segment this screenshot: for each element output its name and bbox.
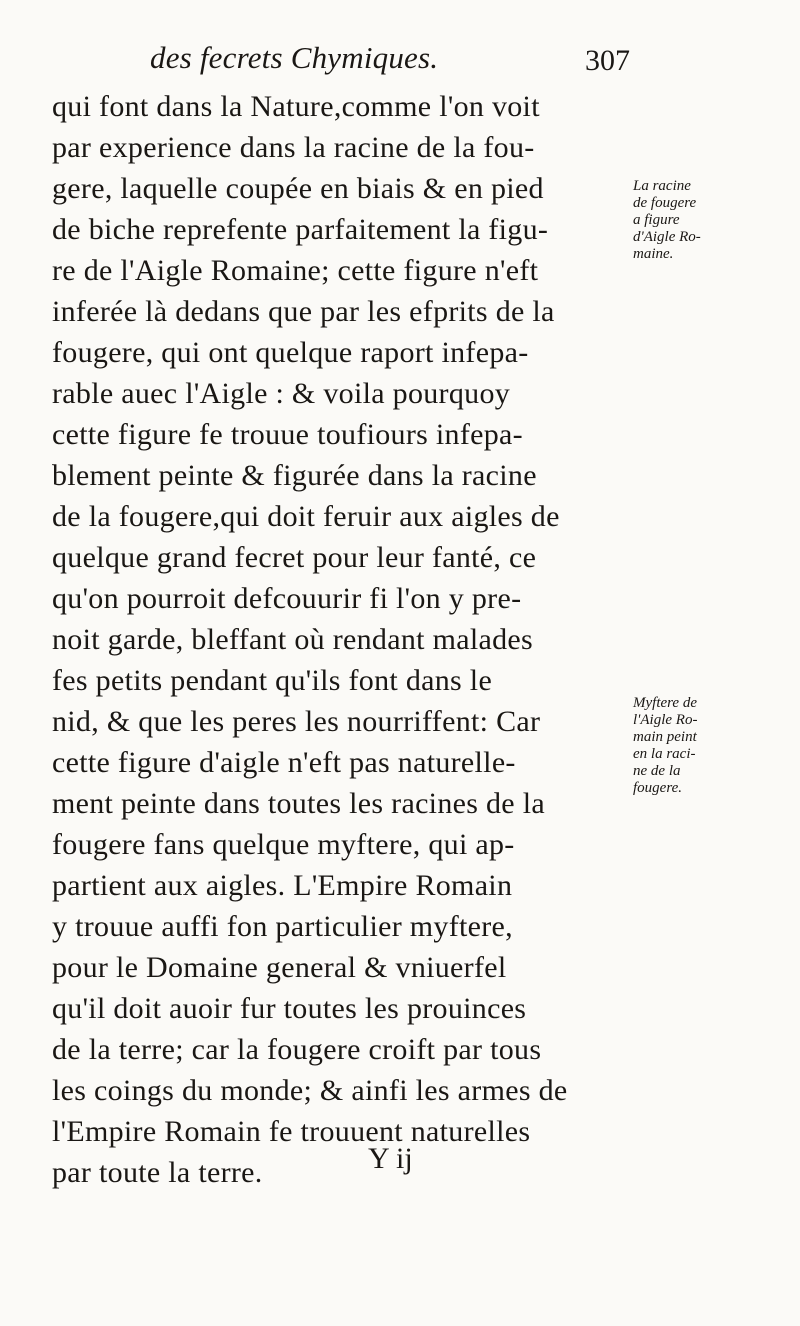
margin-note-line: ne de la	[633, 763, 681, 779]
page-header	[150, 40, 630, 80]
text-line: par toute la terre.	[52, 1156, 263, 1189]
margin-note	[633, 178, 793, 263]
margin-note-line: Myftere de	[633, 695, 697, 711]
text-line: partient aux aigles. L'Empire Romain	[52, 869, 513, 902]
text-line: cette figure d'aigle n'eft pas naturelle-	[52, 746, 516, 779]
text-line: ment peinte dans toutes les racines de la	[52, 787, 545, 820]
text-line: y trouue auffi fon particulier myftere,	[52, 910, 513, 943]
text-line: l'Empire Romain fe trouuent naturelles	[52, 1115, 531, 1148]
text-line: qu'il doit auoir fur toutes les prouinces	[52, 992, 527, 1025]
text-line: les coings du monde; & ainfi les armes de	[52, 1074, 568, 1107]
text-line: rable auec l'Aigle : & voila pourquoy	[52, 377, 511, 410]
running-head: des fecrets Chymiques.	[150, 40, 439, 75]
text-line: de la fougere,qui doit feruir aux aigles de	[52, 500, 560, 533]
text-line: fougere, qui ont quelque raport infepa-	[52, 336, 529, 369]
text-line: par experience dans la racine de la fou-	[52, 131, 535, 164]
page-number: 307	[585, 44, 630, 77]
signature-mark: Y ij	[368, 1142, 413, 1175]
text-line: nid, & que les peres les nourriffent: Car	[52, 705, 541, 738]
text-line: inferée là dedans que par les efprits de la	[52, 295, 555, 328]
text-line: quelque grand fecret pour leur fanté, ce	[52, 541, 537, 574]
text-line: re de l'Aigle Romaine; cette figure n'eft	[52, 254, 539, 287]
text-line: de biche reprefente parfaitement la figu-	[52, 213, 549, 246]
text-line: blement peinte & figurée dans la racine	[52, 459, 537, 492]
margin-note-line: d'Aigle Ro-	[633, 229, 701, 245]
text-line: fes petits pendant qu'ils font dans le	[52, 664, 493, 697]
margin-note-line: en la raci-	[633, 746, 696, 762]
margin-note	[633, 695, 793, 797]
margin-note-line: maine.	[633, 246, 674, 262]
body-text	[52, 86, 627, 1193]
text-line: de la terre; car la fougere croift par tous	[52, 1033, 542, 1066]
margin-note-line: a figure	[633, 212, 680, 228]
text-line: qu'on pourroit defcouurir fi l'on y pre-	[52, 582, 522, 615]
margin-note-line: La racine	[633, 178, 691, 194]
text-line: qui font dans la Nature,comme l'on voit	[52, 90, 540, 123]
margin-note-line: fougere.	[633, 780, 683, 796]
text-line: noit garde, bleffant où rendant malades	[52, 623, 533, 656]
margin-note-line: main peint	[633, 729, 697, 745]
text-line: gere, laquelle coupée en biais & en pied	[52, 172, 544, 205]
text-line: fougere fans quelque myftere, qui ap-	[52, 828, 515, 861]
margin-note-line: de fougere	[633, 195, 697, 211]
margin-note-line: l'Aigle Ro-	[633, 712, 698, 728]
text-line: pour le Domaine general & vniuerfel	[52, 951, 507, 984]
text-line: cette figure fe trouue toufiours infepa-	[52, 418, 523, 451]
